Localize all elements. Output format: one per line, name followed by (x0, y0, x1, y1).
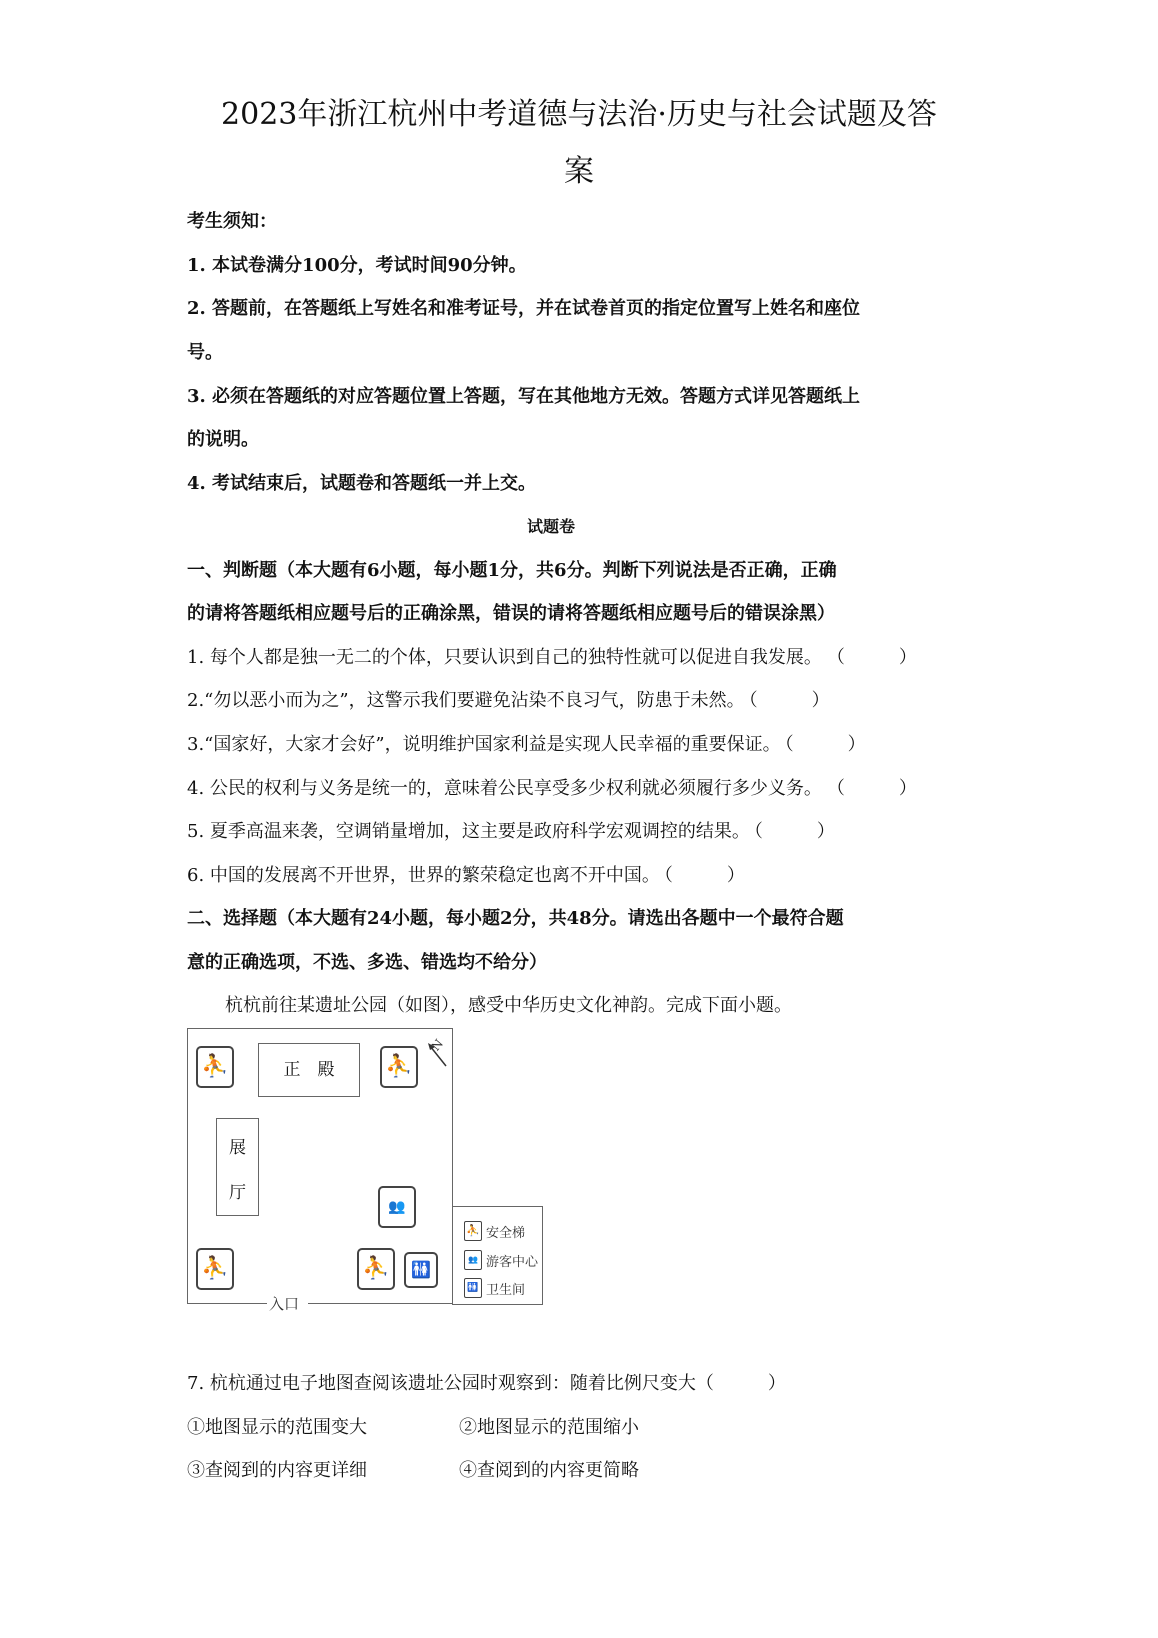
visitor-center-icon: 👥 (378, 1186, 416, 1228)
section2-heading: 二、选择题（本大题有24小题，每小题2分，共48分。请选出各题中一个最符合题 (187, 908, 844, 929)
notice-item: 的说明。 (187, 429, 259, 450)
question-5: 5. 夏季高温来袭，空调销量增加，这主要是政府科学宏观调控的结果。 （ ） (187, 821, 835, 842)
title-line1: 2023年浙江杭州中考道德与法治·历史与社会试题及答 (221, 97, 937, 132)
north-label: N (428, 1036, 446, 1054)
section2-heading-cont: 意的正确选项，不选、多选、错选均不给分） (187, 952, 547, 973)
title-line2: 案 (564, 154, 594, 189)
safety-stairs-icon: ⛹ (464, 1221, 482, 1241)
safety-stairs-icon: ⛹ (196, 1046, 234, 1088)
exhibition-hall: 展 厅 (216, 1118, 259, 1216)
legend-label: 游客中心 (486, 1255, 539, 1270)
legend-label: 安全梯 (486, 1226, 526, 1241)
question-2: 2.“勿以恶小而为之”，这警示我们要避免沾染不良习气，防患于未然。 （ ） (187, 690, 830, 711)
restroom-icon: 🚻 (464, 1278, 482, 1298)
safety-stairs-icon: ⛹ (357, 1248, 395, 1290)
notice-heading: 考生须知： (187, 211, 277, 232)
notice-item: 1. 本试卷满分100分，考试时间90分钟。 (187, 255, 527, 276)
option: ③查阅到的内容更详细 (187, 1460, 367, 1481)
safety-stairs-icon: ⛹ (196, 1248, 234, 1290)
main-hall: 正 殿 (258, 1043, 360, 1097)
option: ②地图显示的范围缩小 (459, 1417, 639, 1438)
option: ④查阅到的内容更简略 (459, 1460, 639, 1481)
section1-heading-cont: 的请将答题纸相应题号后的正确涂黑，错误的请将答题纸相应题号后的错误涂黑） (187, 603, 835, 624)
question-4: 4. 公民的权利与义务是统一的，意味着公民享受多少权利就必须履行多少义务。 （ ） (187, 778, 917, 799)
visitor-center-icon: 👥 (464, 1250, 482, 1270)
question-6: 6. 中国的发展离不开世界，世界的繁荣稳定也离不开中国。 （ ） (187, 865, 745, 886)
paper-label: 试题卷 (527, 517, 576, 536)
question-3: 3.“国家好，大家才会好”，说明维护国家利益是实现人民幸福的重要保证。 （ ） (187, 734, 866, 755)
notice-item: 4. 考试结束后，试题卷和答题纸一并上交。 (187, 473, 537, 494)
safety-stairs-icon: ⛹ (380, 1046, 418, 1088)
entrance-label: 入口 (269, 1295, 300, 1313)
restroom-icon: 🚻 (404, 1252, 438, 1288)
question-1: 1. 每个人都是独一无二的个体，只要认识到自己的独特性就可以促进自我发展。 （ ） (187, 647, 917, 668)
notice-item: 号。 (187, 342, 223, 363)
notice-item: 2. 答题前，在答题纸上写姓名和准考证号，并在试卷首页的指定位置写上姓名和座位 (187, 298, 861, 319)
notice-item: 3. 必须在答题纸的对应答题位置上答题，写在其他地方无效。答题方式详见答题纸上 (187, 386, 861, 407)
section2-intro: 杭杭前往某遗址公园（如图），感受中华历史文化神韵。完成下面小题。 (225, 995, 792, 1016)
section1-heading: 一、判断题（本大题有6小题，每小题1分，共6分。判断下列说法是否正确，正确 (187, 560, 837, 581)
legend-label: 卫生间 (486, 1283, 526, 1298)
option: ①地图显示的范围变大 (187, 1417, 367, 1438)
question-7: 7. 杭杭通过电子地图查阅该遗址公园时观察到：随着比例尺变大（ ） (187, 1373, 786, 1394)
